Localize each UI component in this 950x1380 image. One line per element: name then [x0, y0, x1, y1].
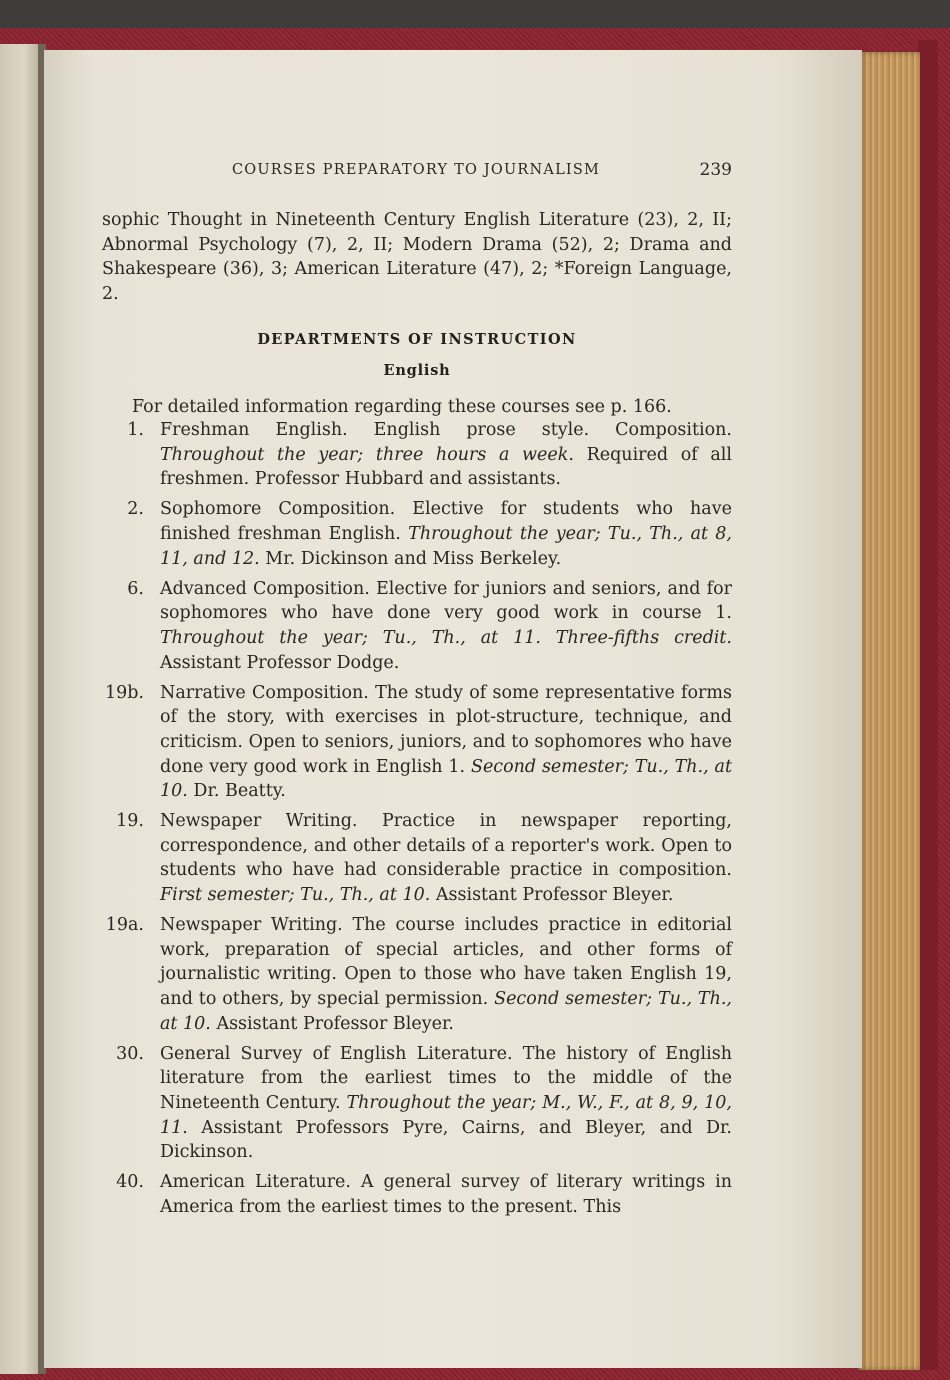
section-heading: DEPARTMENTS OF INSTRUCTION — [257, 331, 577, 348]
course-title: American Literature. A general survey of literary writings in America from the earliest times to the present. This — [160, 1172, 732, 1217]
course-title: Newspaper Writing. Practice in newspaper reporting, correspondence, and other details of a reporter's work. Open to students who have had considerable practice in composition. — [160, 811, 732, 881]
page-number: 239 — [699, 160, 732, 180]
course-number: 6. — [127, 578, 144, 599]
intro-paragraph: sophic Thought in Nineteenth Century English Literature (23), 2, II; Abnormal Psychology (7), 2, II; Modern Drama (52), 2; Drama and Shakespeare (36), 3; American Literature (47), 2; *Foreign Language, 2. — [102, 210, 732, 304]
course-schedule: Throughout the year; Tu., Th., at 8, 11, and 12. — [160, 523, 732, 569]
subsection-heading: English — [383, 362, 451, 379]
course-number: 30. — [116, 1043, 144, 1064]
course-number: 19. — [116, 811, 144, 832]
course-number: 40. — [116, 1172, 144, 1193]
course-instructors: Assistant Professor Dodge. — [160, 652, 400, 673]
course-number: 19b. — [104, 682, 144, 703]
course-schedule: Throughout the year; M., W., F., at 8, 9, 10, 11. — [160, 1093, 732, 1138]
course-schedule: First semester; Tu., Th., at 10. — [160, 885, 431, 906]
running-title: COURSES PREPARATORY TO JOURNALISM — [231, 162, 601, 178]
course-title: Newspaper Writing. The course includes practice in editorial work, preparation of special articles, and other forms of journalistic writing. Open to those who have taken English 19, and to others, by special permission. — [160, 915, 732, 1010]
course-title: Freshman English. English prose style. Composition. — [160, 420, 732, 440]
course-instructors: Mr. Dickinson and Miss Berkeley. — [265, 548, 562, 569]
running-header — [100, 160, 732, 184]
course-item — [100, 577, 732, 675]
course-item — [100, 809, 732, 907]
course-instructors: Assistant Professors Pyre, Cairns, and Bleyer, and Dr. Dickinson. — [160, 1117, 732, 1163]
course-instructors: Dr. Beatty. — [193, 781, 286, 802]
course-schedule: Throughout the year; three hours a week. — [160, 444, 574, 465]
course-title: General Survey of English Literature. The history of English literature from the earliest times to the middle of the Nineteenth Century. — [160, 1043, 732, 1113]
course-schedule: Second semester; Tu., Th., at 10. — [160, 756, 732, 802]
course-instructors: Assistant Professor Bleyer. — [435, 885, 674, 906]
course-title: Narrative Composition. The study of some representative forms of the story, with exercises in plot-structure, technique, and criticism. Open to seniors, juniors, and to sophomores who have done very good work in English 1. — [160, 682, 732, 777]
cover-edge — [918, 40, 938, 1370]
course-title: Advanced Composition. Elective for juniors and seniors, and for sophomores who have done very good work in course 1. — [160, 578, 732, 624]
course-item — [100, 1170, 732, 1219]
course-instructors: Required of all freshmen. Professor Hubbard and assistants. — [160, 444, 732, 490]
course-item — [100, 681, 732, 804]
course-item — [100, 497, 732, 571]
course-number: 2. — [127, 499, 144, 520]
course-item — [100, 418, 732, 492]
course-instructors: Assistant Professor Bleyer. — [216, 1013, 454, 1034]
course-schedule: Throughout the year; Tu., Th., at 11. Three-fifths credit. — [160, 627, 732, 648]
course-item — [100, 913, 732, 1036]
course-title: Sophomore Composition. Elective for students who have finished freshman English. — [160, 499, 732, 544]
detail-note: For detailed information regarding these courses see p. 166. — [132, 397, 672, 417]
left-page-edge — [0, 44, 40, 1374]
course-item — [100, 1042, 732, 1165]
course-number: 1. — [127, 420, 144, 440]
page-block-edge — [858, 52, 920, 1370]
course-schedule: Second semester; Tu., Th., at 10. — [160, 989, 732, 1034]
course-number: 19a. — [105, 915, 144, 936]
course-list — [100, 418, 732, 1225]
